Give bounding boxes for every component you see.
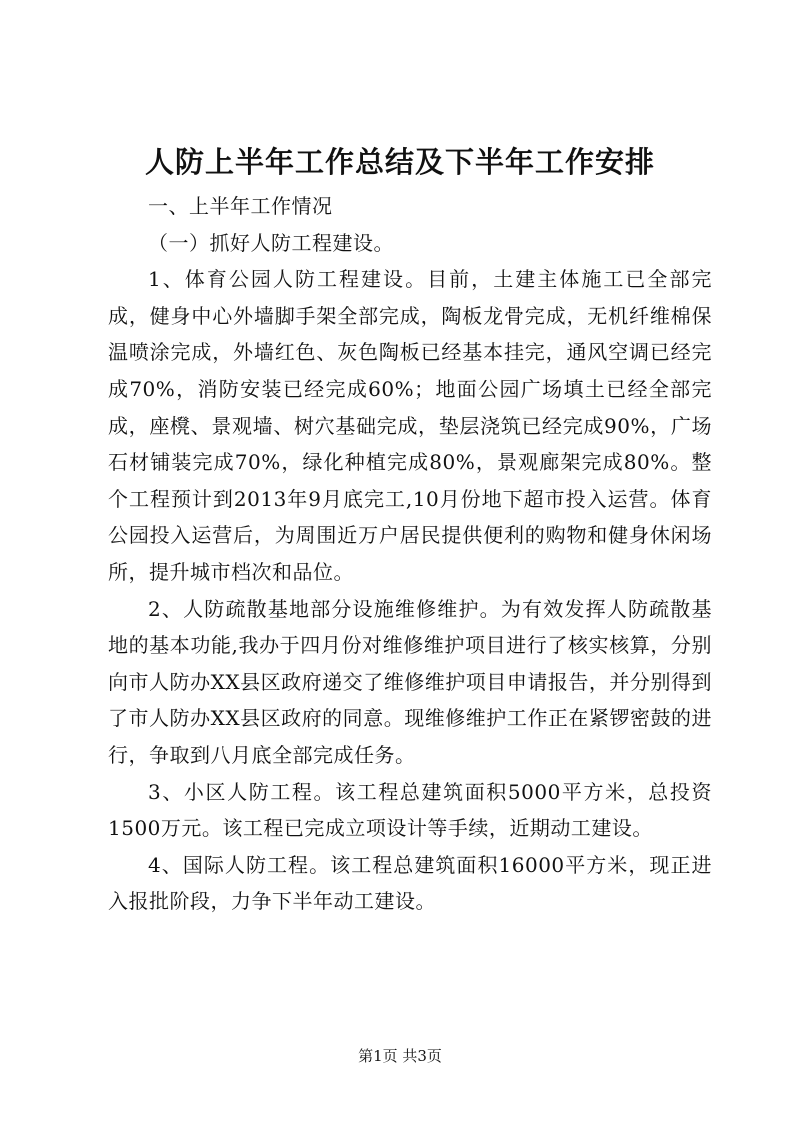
paragraph-item-2: 2、人防疏散基地部分设施维修维护。为有效发挥人防疏散基地的基本功能,我办于四月份对维修维护项目进行了核实核算，分别向市人防办XX县区政府递交了维修维护项目申请报告，并分别得到了市人防办XX县区政府的同意。现维修维护工作正在紧锣密鼓的进行，争取到八月底全部完成任务。: [108, 596, 712, 767]
subsection-heading: （一）抓好人防工程建设。: [148, 230, 394, 255]
paragraph-item-3: 3、小区人防工程。该工程总建筑面积5000平方米，总投资1500万元。该工程已完成立项设计等手续，近期动工建设。: [108, 779, 712, 841]
document-body: [108, 188, 712, 920]
paragraph-item-4: 4、国际人防工程。该工程总建筑面积16000平方米，现正进入报批阶段，力争下半年动工建设。: [108, 852, 712, 914]
section-heading: 一、上半年工作情况: [148, 194, 333, 218]
paragraph-item-1: 1、体育公园人防工程建设。目前，土建主体施工已全部完成，健身中心外墙脚手架全部完成，陶板龙骨完成，无机纤维棉保温喷涂完成，外墙红色、灰色陶板已经基本挂完，通风空调已经完成70%，消防安装已经完成60%；地面公园广场填土已经全部完成，座櫈、景观墙、树穴基础完成，垫层浇筑已经完成90%，广场石材铺装完成70%，绿化种植完成80%，景观廊架完成80%。整个工程预计到2013年9月底完工,10月份地下超市投入运营。体育公园投入运营后，为周围近万户居民提供便利的购物和健身休闲场所，提升城市档次和品位。: [108, 267, 712, 584]
page-title: 人防上半年工作总结及下半年工作安排: [144, 145, 655, 179]
page-footer: 第1页 共3页: [358, 1047, 442, 1065]
